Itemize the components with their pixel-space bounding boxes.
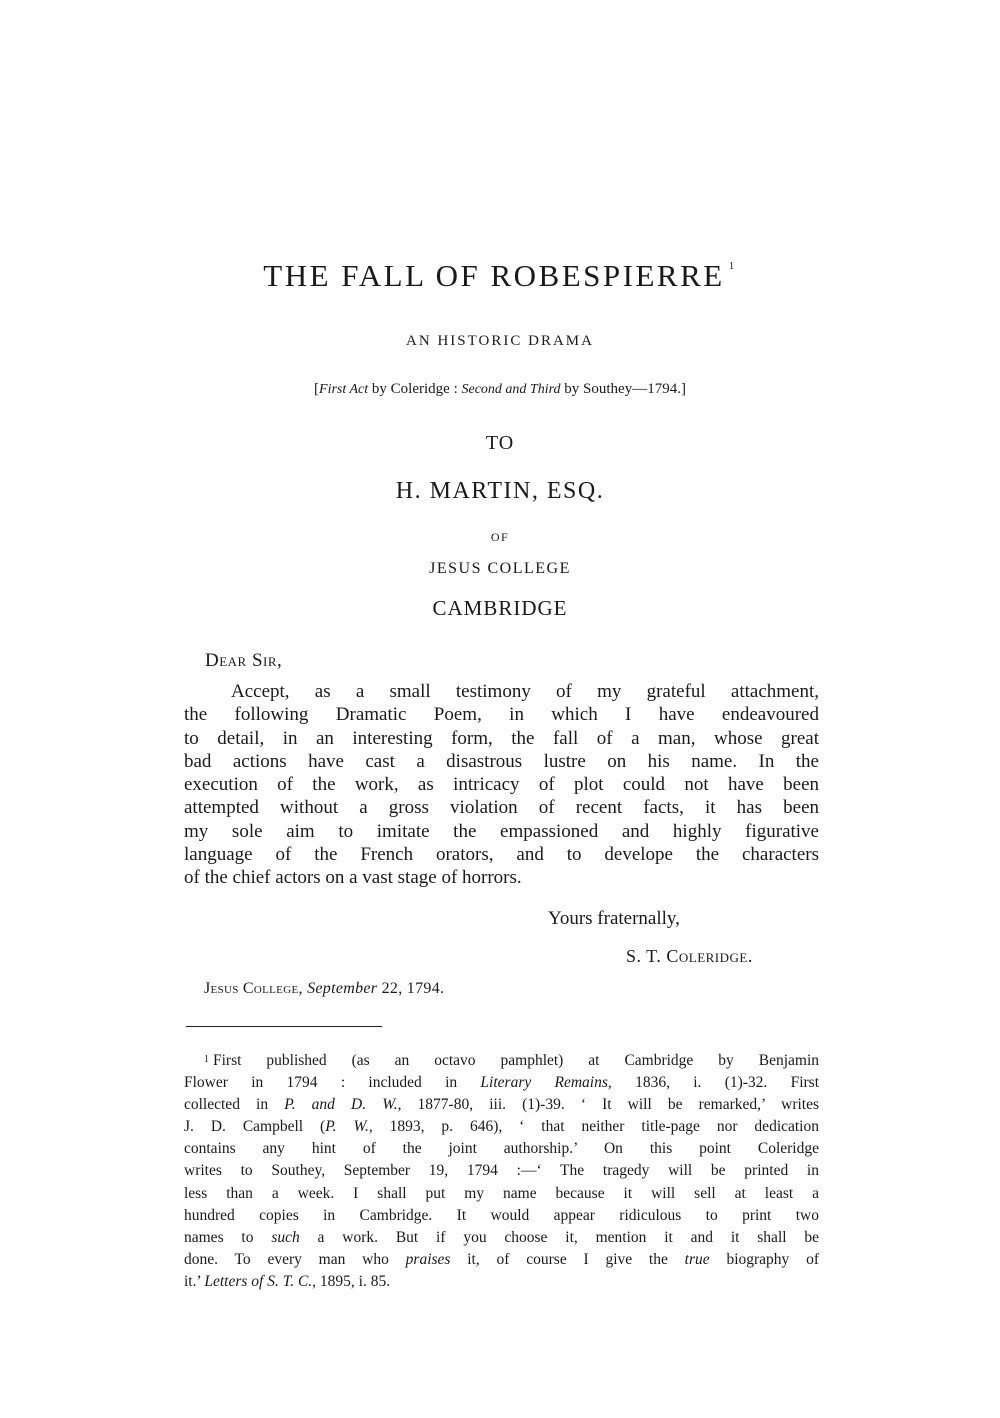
authorship-attribution: [0, 381, 1000, 398]
footnote-line: contains any hint of the joint authorship.’ On this point Coleridge: [184, 1140, 819, 1158]
footnote-line: less than a week. I shall put my name because it will sell at least a: [184, 1184, 819, 1202]
footnote-italic: P. W.: [325, 1118, 369, 1136]
letter-body: [184, 680, 819, 890]
footnote-italic: P. and D. W.: [284, 1096, 398, 1114]
letter-line: my sole aim to imitate the empassioned and highly figurative: [184, 820, 819, 842]
footnote-line: J. D. Campbell (P. W., 1893, p. 646), ‘ that neither title-page nor dedication: [184, 1118, 819, 1136]
dedication-place: CAMBRIDGE: [432, 596, 568, 620]
date-month: September: [307, 980, 378, 997]
letter-line: of the chief actors on a vast stage of horrors.: [184, 867, 522, 889]
dedicatee-name: H. MARTIN, ESQ.: [395, 478, 605, 504]
dedication-college: JESUS COLLEGE: [429, 560, 571, 577]
footnote: [184, 1050, 819, 1293]
attribution-second-third: Second and Third: [461, 382, 561, 397]
letter-line: language of the French orators, and to develope the characters: [184, 844, 819, 866]
attribution-coleridge: by Coleridge :: [368, 381, 462, 397]
dedication-to: TO: [485, 432, 515, 454]
title-footnote-marker: 1: [728, 260, 737, 272]
date-rest: 22, 1794.: [377, 980, 445, 997]
page-title: [0, 258, 1000, 294]
footnote-line: Flower in 1794 : included in Literary Remains, 1836, i. (1)-32. First: [184, 1074, 820, 1092]
place-and-date: [204, 980, 444, 998]
letter-line: bad actions have cast a disastrous lustre on his name. In the: [184, 750, 819, 772]
footnote-line: names to such a work. But if you choose it, mention it and it shall be: [184, 1228, 820, 1246]
footnote-line: it.’ Letters of S. T. C., 1895, i. 85.: [184, 1272, 391, 1290]
attribution-southey: by Southey—1794.]: [560, 381, 686, 397]
footnote-italic: Literary Remains,: [480, 1074, 612, 1092]
letter-line: execution of the work, as intricacy of plot could not have been: [184, 774, 819, 796]
letter-line: Accept, as a small testimony of my grateful attachment,: [231, 681, 819, 702]
footnote-divider: [186, 1026, 382, 1027]
footnote-marker: 1: [204, 1054, 209, 1065]
footnote-italic: true: [684, 1250, 710, 1268]
footnote-line: collected in P. and D. W., 1877-80, iii. (1)-39. ‘ It will be remarked,’ writes: [184, 1096, 820, 1114]
footnote-italic: such: [271, 1228, 300, 1246]
subtitle: AN HISTORIC DRAMA: [406, 333, 594, 349]
letter-signature: [626, 946, 753, 967]
attribution-bracket: [: [314, 381, 320, 397]
place: Jesus College,: [204, 980, 303, 997]
signature-initials: S. T.: [626, 946, 667, 966]
letter-line: to detail, in an interesting form, the fall of a man, whose great: [184, 727, 819, 749]
footnote-line: $^1$ First published (as an octavo pamphlet) at Cambridge by Benjamin: [204, 1052, 819, 1069]
letter-line: the following Dramatic Poem, in which I have endeavoured: [184, 704, 819, 726]
dedication-of: OF: [490, 530, 510, 544]
footnote-line: hundred copies in Cambridge. It would appear ridiculous to print two: [184, 1206, 819, 1224]
attribution-first-act: First Act: [319, 382, 369, 397]
letter-closing: Yours fraternally,: [548, 908, 680, 929]
letter-salutation: Dear Sir,: [205, 650, 283, 671]
footnote-italic: praises: [405, 1250, 451, 1268]
footnote-line: done. To every man who praises it, of course I give the true biography of: [184, 1250, 819, 1268]
footnote-line: writes to Southey, September 19, 1794 :—‘ The tragedy will be printed in: [184, 1162, 819, 1180]
letter-line: attempted without a gross violation of recent facts, it has been: [184, 797, 819, 819]
footnote-italic: Letters of S. T. C.: [204, 1272, 313, 1290]
title-text: THE FALL OF ROBESPIERRE: [263, 258, 725, 293]
signature-name: Coleridge.: [666, 946, 753, 966]
